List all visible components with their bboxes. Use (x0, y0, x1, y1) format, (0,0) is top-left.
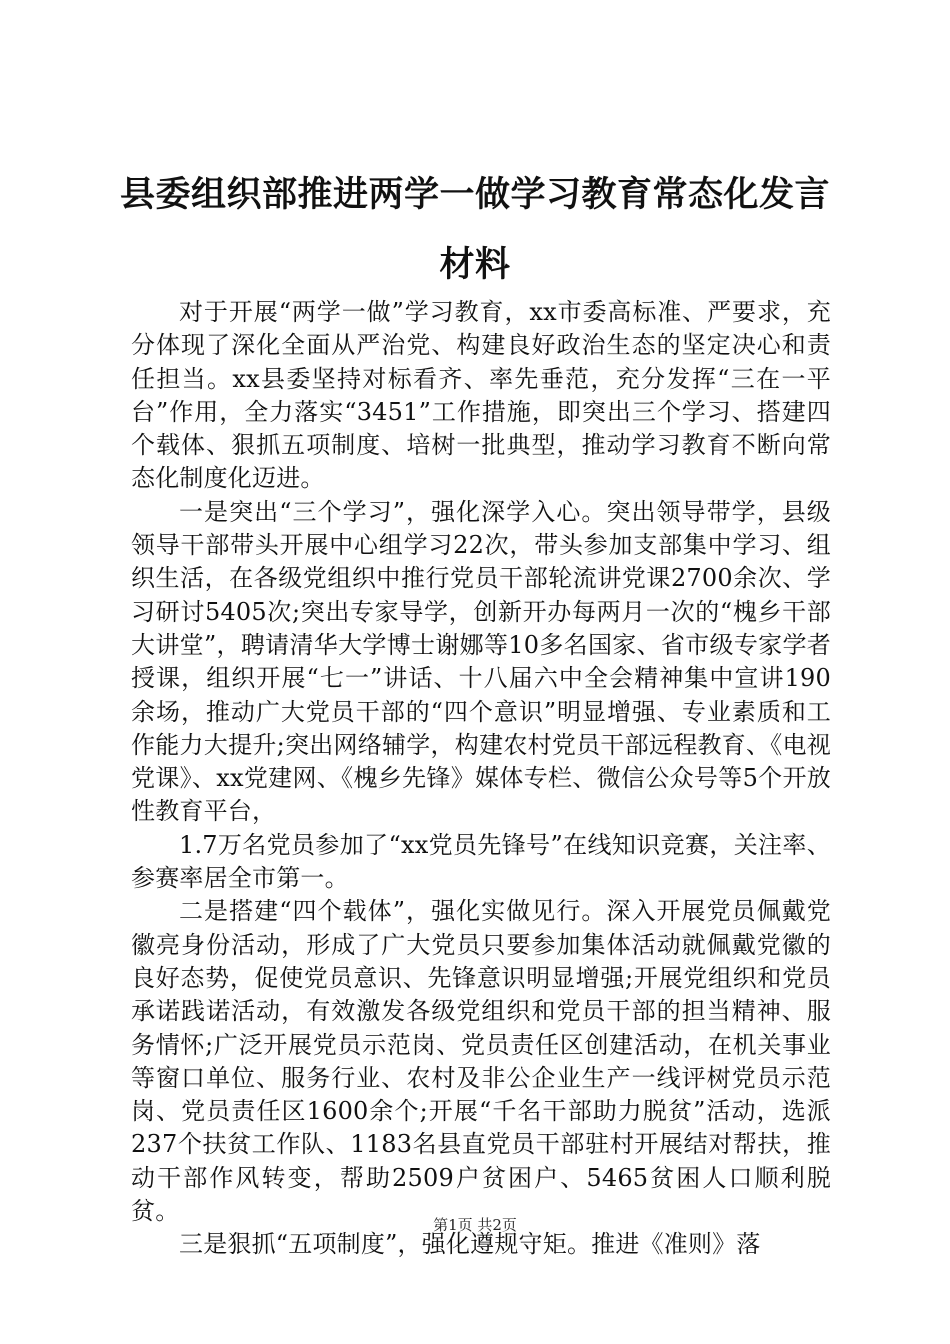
document-body (131, 296, 831, 1262)
paragraph-point-one: 一是突出“三个学习”，强化深学入心。突出领导带学，县级领导干部带头开展中心组学习22次，带头参加支部集中学习、组织生活，在各级党组织中推行党员干部轮流讲党课2700余次、学习研讨5405次;突出专家导学，创新开办每两月一次的“槐乡干部大讲堂”，聘请清华大学博士谢娜等10多名国家、省市级专家学者授课，组织开展“七一”讲话、十八届六中全会精神集中宣讲190余场，推动广大党员干部的“四个意识”明显增强、专业素质和工作能力大提升;突出网络辅学，构建农村党员干部远程教育、《电视党课》、xx党建网、《槐乡先锋》媒体专栏、微信公众号等5个开放性教育平台， (131, 497, 831, 826)
paragraph-quiz-result: 1.7万名党员参加了“xx党员先锋号”在线知识竞赛，关注率、参赛率居全市第一。 (131, 830, 831, 893)
paragraph-point-three: 三是狠抓“五项制度”，强化遵规守矩。推进《准则》落 (179, 1230, 761, 1259)
document-title: 县委组织部推进两学一做学习教育常态化发言材料 (120, 175, 831, 285)
paragraph-intro: 对于开展“两学一做”学习教育，xx市委高标准、严要求，充分体现了深化全面从严治党、构建良好政治生态的坚定决心和责任担当。xx县委坚持对标看齐、率先垂范，充分发挥“三在一平台”作用，全力落实“3451”工作措施，即突出三个学习、搭建四个载体、狠抓五项制度、培树一批典型，推动学习教育不断向常态化制度化迈进。 (131, 298, 831, 493)
page-number-footer: 第1页 共2页 (433, 1216, 517, 1234)
paragraph-point-two: 二是搭建“四个载体”，强化实做见行。深入开展党员佩戴党徽亮身份活动，形成了广大党员只要参加集体活动就佩戴党徽的良好态势，促使党员意识、先锋意识明显增强;开展党组织和党员承诺践诺活动，有效激发各级党组织和党员干部的担当精神、服务情怀;广泛开展党员示范岗、党员责任区创建活动，在机关事业等窗口单位、服务行业、农村及非公企业生产一线评树党员示范岗、党员责任区1600余个;开展“千名干部助力脱贫”活动，选派237个扶贫工作队、1183名县直党员干部驻村开展结对帮扶，推动干部作风转变，帮助2509户贫困户、5465贫困人口顺利脱贫。 (131, 897, 831, 1226)
